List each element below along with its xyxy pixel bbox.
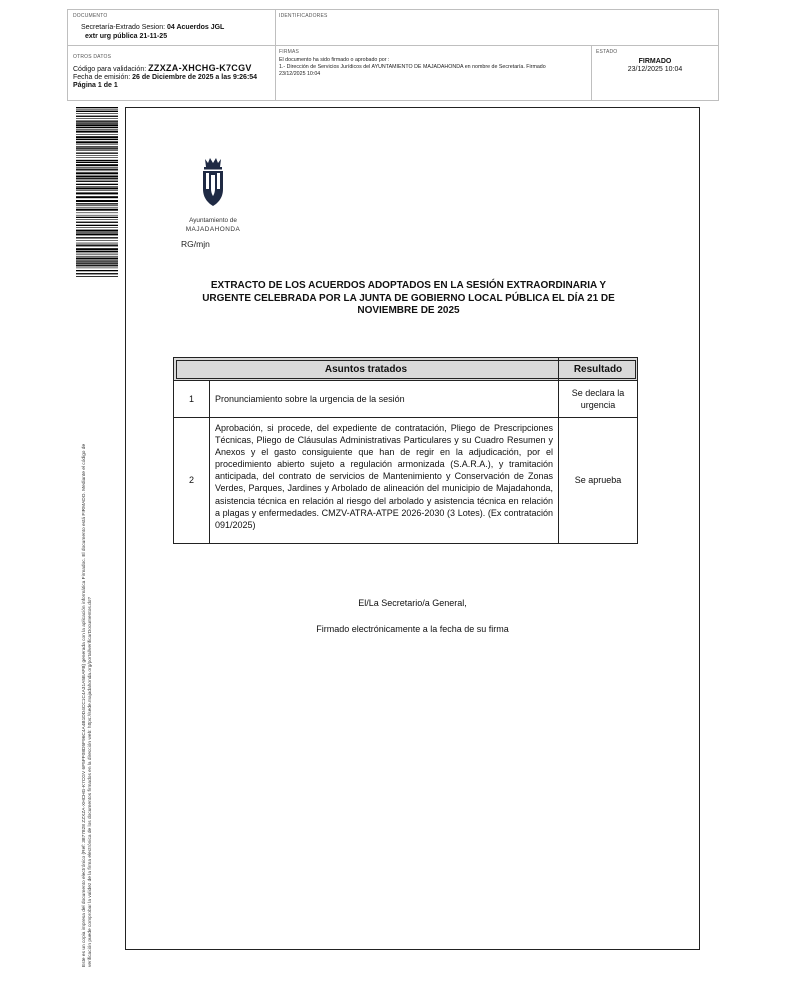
- municipal-logo: [178, 156, 248, 233]
- documento-label: DOCUMENTO: [73, 13, 108, 19]
- identificadores-label: IDENTIFICADORES: [279, 13, 328, 19]
- documento-cell: [68, 10, 276, 46]
- firmas-label: FIRMAS: [279, 49, 300, 55]
- documento-line2: extr urg pública 21-11-25: [85, 33, 168, 40]
- fecha-emision: 26 de Diciembre de 2025 a las 9:26:54: [132, 74, 258, 81]
- fecha-label: Fecha de emisión:: [73, 74, 133, 81]
- otros-datos-cell: [68, 46, 276, 100]
- document-header: [67, 9, 719, 101]
- signature-note: Firmado electrónicamente a la fecha de su firma: [316, 624, 509, 634]
- estado-value: FIRMADO: [638, 58, 672, 65]
- resultado-header: Resultado: [559, 358, 638, 381]
- codigo-label: Código para validación:: [73, 66, 149, 73]
- documento-line1-prefix: Secretaría-Extrado Sesion:: [81, 24, 167, 31]
- row-result: Se declara la urgencia: [559, 381, 638, 418]
- table-header-row: [174, 358, 638, 381]
- table-row: [174, 418, 638, 544]
- identificadores-cell: [276, 10, 718, 46]
- crest-icon: [178, 156, 248, 210]
- estado-label: ESTADO: [596, 49, 618, 55]
- row-description: Pronunciamiento sobre la urgencia de la sesión: [210, 381, 559, 418]
- row-number: 1: [174, 381, 210, 418]
- agenda-table: [173, 357, 638, 544]
- validation-code[interactable]: ZZXZA-XHCHG-K7CGV: [148, 63, 252, 73]
- firmas-line3: 23/12/2025 10:04: [279, 71, 321, 77]
- signature-role: El/La Secretario/a General,: [358, 598, 467, 608]
- page-count: Página 1 de 1: [73, 82, 118, 89]
- estado-cell: [592, 46, 718, 100]
- row-number: 2: [174, 418, 210, 544]
- estado-date: 23/12/2025 10:04: [627, 66, 683, 73]
- firmas-cell: [276, 46, 592, 100]
- barcode: [76, 107, 118, 277]
- side-text-line2: verificación puede comprobar la validez de la firma electrónica de los documentos firmados en la dirección web: https://sede.majadahonda.org/portal/verificarDocumentos.do?: [88, 596, 93, 967]
- document-title: EXTRACTO DE LOS ACUERDOS ADOPTADOS EN LA SESIÓN EXTRAORDINARIA Y URGENTE CELEBRADA POR LA JUNTA DE GOBIERNO LOCAL PÚBLICA EL DÍA 21 DE NOVIEMBRE DE 2025: [202, 280, 615, 316]
- table-row: [174, 381, 638, 418]
- side-text-line1: Este es un copia impresa del documento electrónico (Ref: 3877828 ZZXZA-XHCHG-K7CGV 6F5FF08D5F96C4A4B1DD4CC1C4A31A5EAFB) generada con la aplicación informática Firmadoc. El documento está FIRMADO. Mediante el código de: [82, 443, 87, 967]
- otros-datos-label: OTROS DATOS: [73, 54, 112, 60]
- reference-initials: RG/mjn: [181, 239, 210, 249]
- firmas-line1: El documento ha sido firmado o aprobado por :: [279, 57, 390, 63]
- row-result: Se aprueba: [559, 418, 638, 544]
- side-verification-text: [82, 444, 94, 967]
- firmas-line2: 1.- Dirección de Servicios Jurídicos del AYUNTAMIENTO DE MAJADAHONDA en nombre de Secretaría. Firmado: [279, 64, 546, 70]
- logo-name-line1: Ayuntamiento de: [189, 217, 237, 224]
- documento-line1-bold: 04 Acuerdos JGL: [167, 24, 225, 31]
- asuntos-header: Asuntos tratados: [174, 358, 559, 381]
- logo-name-line2: MAJADAHONDA: [185, 226, 241, 233]
- document-page: [125, 107, 700, 950]
- row-description: Aprobación, si procede, del expediente de contratación, Pliego de Prescripciones Técnicas, Pliego de Cláusulas Administrativas Particulares y su Cuadro Resumen y Anexos y el gasto consiguiente que han de regir en la adjudicación, por el procedimiento abierto sujeto a regulación armonizada (S.A.R.A.), y tramitación anticipada, del contrato de servicios de Mantenimiento y Conservación de Zonas Verdes, Parques, Jardines y Arbolado de alineación del municipio de Majadahonda, asistencia técnica en relación al riesgo del arbolado y asistencia técnica en relación a plagas y enfermedades. CMZV-ATRA-ATPE 2026-2030 (3 Lotes). (Ex contratación 091/2025): [210, 418, 559, 544]
